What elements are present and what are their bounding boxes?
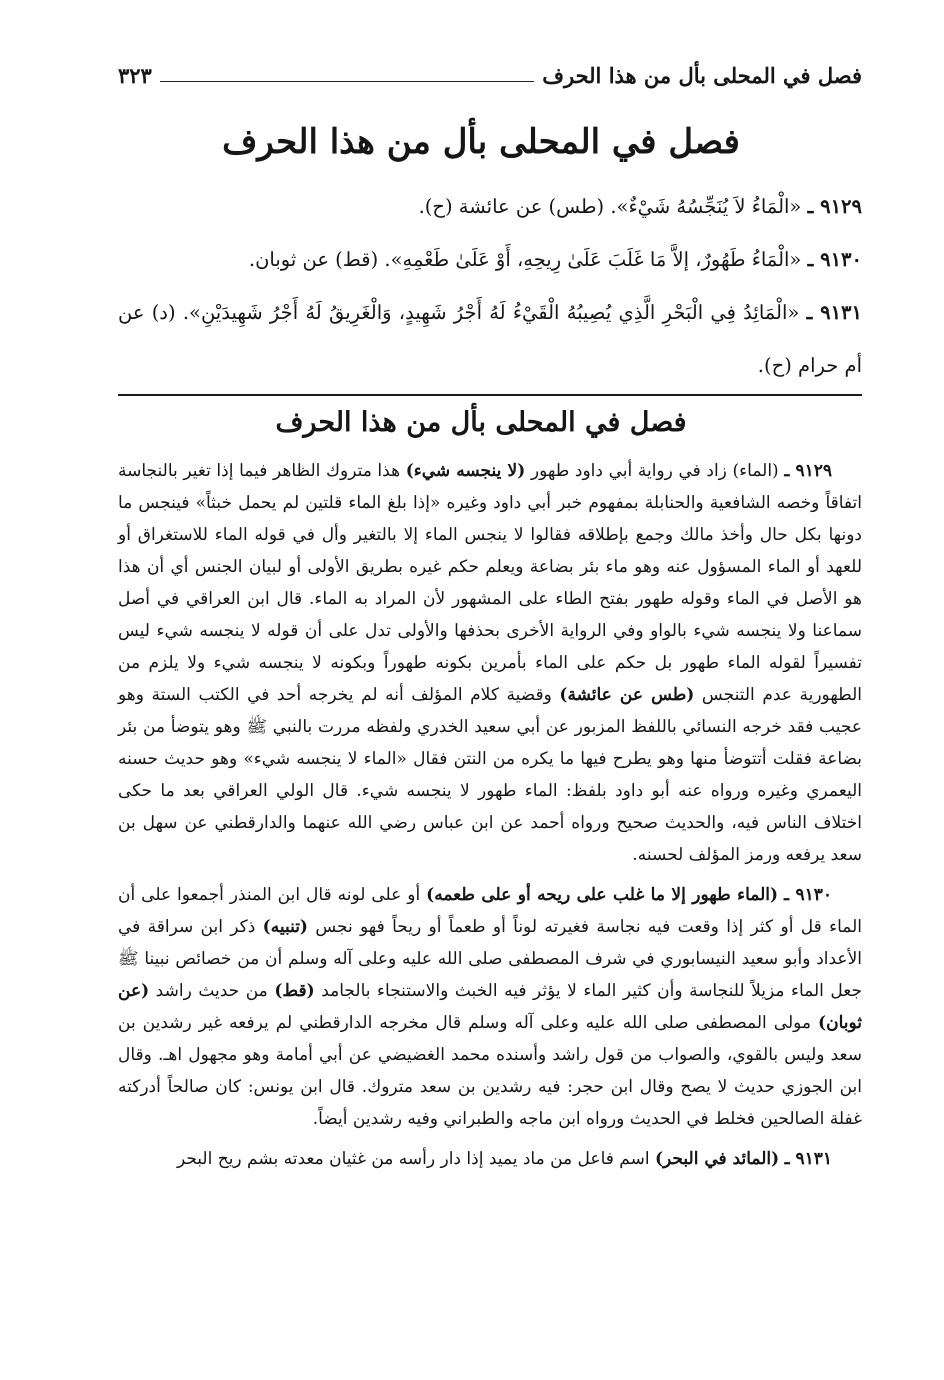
- hadith-item: [118, 286, 862, 392]
- commentary-number: ٩١٣١ ـ: [784, 1149, 832, 1169]
- commentary-text: أو على لونه قال ابن المنذر أجمعوا على أن الماء قل أو كثر إذا وقعت فيه نجاسة فغيرته لوناً أو طعماً أو ريحاً فهو نجس: [118, 885, 862, 937]
- section-divider: [118, 394, 862, 396]
- page-number: ٣٢٣: [118, 63, 152, 88]
- commentary-paragraph: [118, 879, 862, 1135]
- hadith-text: «الْمَائِدُ فِي الْبَحْرِ الَّذِي يُصِيبُهُ الْقَيْءُ لَهُ أَجْرُ شَهِيدٍ، وَالْغَرِيقُ لَهُ أَجْرُ شَهِيدَيْنِ». (د) عن أم حرام (ح).: [118, 301, 862, 377]
- commentary-text: مولى المصطفى صلى الله عليه وعلى آله وسلم قال مخرجه الدارقطني لم يرفعه غير رشدين بن سعد وليس بالقوي، والصواب من قول راشد وأسنده محمد الغضيضي عن أبي أمامة وهو مجهول اهـ. وقال ابن الجوزي حديث لا يصح وقال ابن حجر: فيه رشدين بن سعد متروك. قال ابن يونس: كان صالحاً أدركته غفلة الصالحين فخلط في الحديث ورواه ابن ماجه والطبراني وفيه رشدين أيضاً.: [118, 1013, 862, 1129]
- hadith-list: [118, 180, 862, 392]
- hadith-text: «الْمَاءُ لاَ يُنَجِّسُهُ شَيْءٌ». (طس) عن عائشة (ح).: [418, 195, 802, 218]
- hadith-item: [118, 180, 862, 233]
- commentary: [118, 455, 862, 1183]
- hadith-number: ٩١٣١ ـ: [806, 301, 863, 324]
- header-rule: [160, 81, 534, 82]
- commentary-text: وقضية كلام المؤلف أنه لم يخرجه أحد في الكتب الستة وهو عجيب فقد خرجه النسائي باللفظ المزبور عن أبي سعيد الخدري ولفظه مررت بالنبي ﷺ وهو يتوضأ من بئر بضاعة فقلت أتتوضأ منها وهو يطرح فيها ما يكره من النتن فقال «الماء لا ينجسه شيء» وهو حديث حسنه اليعمري وغيره ورواه عنه أبو داود بلفظ: الماء طهور لا ينجسه شيء. قال الولي العراقي بعد ما حكى اختلاف الناس فيه، والحديث صحيح ورواه أحمد عن ابن عباس رضي الله عنهما والدارقطني عن سهل بن سعد يرفعه ورمز المؤلف لحسنه.: [118, 685, 862, 865]
- commentary-bold: (عن ثوبان): [118, 981, 862, 1033]
- running-header: [118, 58, 862, 88]
- hadith-text: «الْمَاءُ طَهُورٌ، إلاَّ مَا غَلَبَ عَلَىٰ رِيحِهِ، أَوْ عَلَىٰ طَعْمِهِ». (قط) عن ثوبان.: [248, 248, 802, 271]
- commentary-text: (الماء) زاد في رواية أبي داود طهور: [525, 461, 779, 481]
- commentary-text: هذا متروك الظاهر فيما إذا تغير بالنجاسة اتفاقاً وخصه الشافعية والحنابلة بمفهوم خبر أبي داود وغيره «إذا بلغ الماء قلتين لم يحمل خبثاً» فينجس ما دونها بكل حال وأخذ مالك وجمع بإطلاقه فقالوا لا ينجس الماء إلا بالتغير وأل في قوله الماء للاستغراق أو للعهد أو الماء المسؤول عنه وهو ماء بئر بضاعة ويعلم حكم غيره بطريق الأولى أو لبيان الجنس أي أن هذا هو الأصل في الماء وقوله طهور بفتح الطاء على المشهور لأن المراد به الماء. قال ابن العراقي في أصل سماعنا ولا ينجسه شيء بالواو وفي الرواية الأخرى بحذفها والأولى تدل على أن قوله لا ينجسه شيء ليس تفسيراً لقوله الماء طهور بل حكم على الماء بأمرين بكونه طهوراً وبكونه لا ينجسه شيء ولا يلزم من الطهورية عدم التنجس: [118, 461, 863, 705]
- commentary-paragraph: [118, 1143, 862, 1175]
- commentary-bold: (لا ينجسه شيء): [405, 461, 526, 481]
- commentary-bold: (المائد في البحر): [654, 1149, 780, 1169]
- commentary-text: من حديث راشد: [149, 981, 275, 1001]
- commentary-title: فصل في المحلى بأل من هذا الحرف: [275, 407, 687, 438]
- hadith-item: [118, 233, 862, 286]
- hadith-number: ٩١٣٠ ـ: [807, 248, 862, 271]
- commentary-text: اسم فاعل من ماد يميد إذا دار رأسه من غثيان معدته بشم ريح البحر: [176, 1149, 655, 1169]
- hadith-number: ٩١٢٩ ـ: [807, 195, 862, 218]
- commentary-bold: (تنبيه): [262, 917, 308, 937]
- commentary-bold: (الماء طهور إلا ما غلب على ريحه أو على طعمه): [426, 885, 779, 905]
- commentary-text: ذكر ابن سراقة في الأعداد وأبو سعيد النيسابوري في شرف المصطفى صلى الله عليه وعلى آله وسلم أن من خصائص نبينا ﷺ جعل الماء مزيلاً للنجاسة وأن كثير الماء لا يؤثر فيه الخبث والاستنجاء بالجامد: [118, 917, 862, 1001]
- running-header-title: فصل في المحلى بأل من هذا الحرف: [542, 63, 862, 88]
- commentary-bold: (قط): [274, 981, 315, 1001]
- commentary-bold: (طس عن عائشة): [559, 685, 695, 705]
- page-title: فصل في المحلى بأل من هذا الحرف: [222, 122, 740, 162]
- commentary-number: ٩١٣٠ ـ: [784, 885, 833, 905]
- commentary-paragraph: [118, 455, 862, 871]
- commentary-number: ٩١٢٩ ـ: [784, 461, 832, 481]
